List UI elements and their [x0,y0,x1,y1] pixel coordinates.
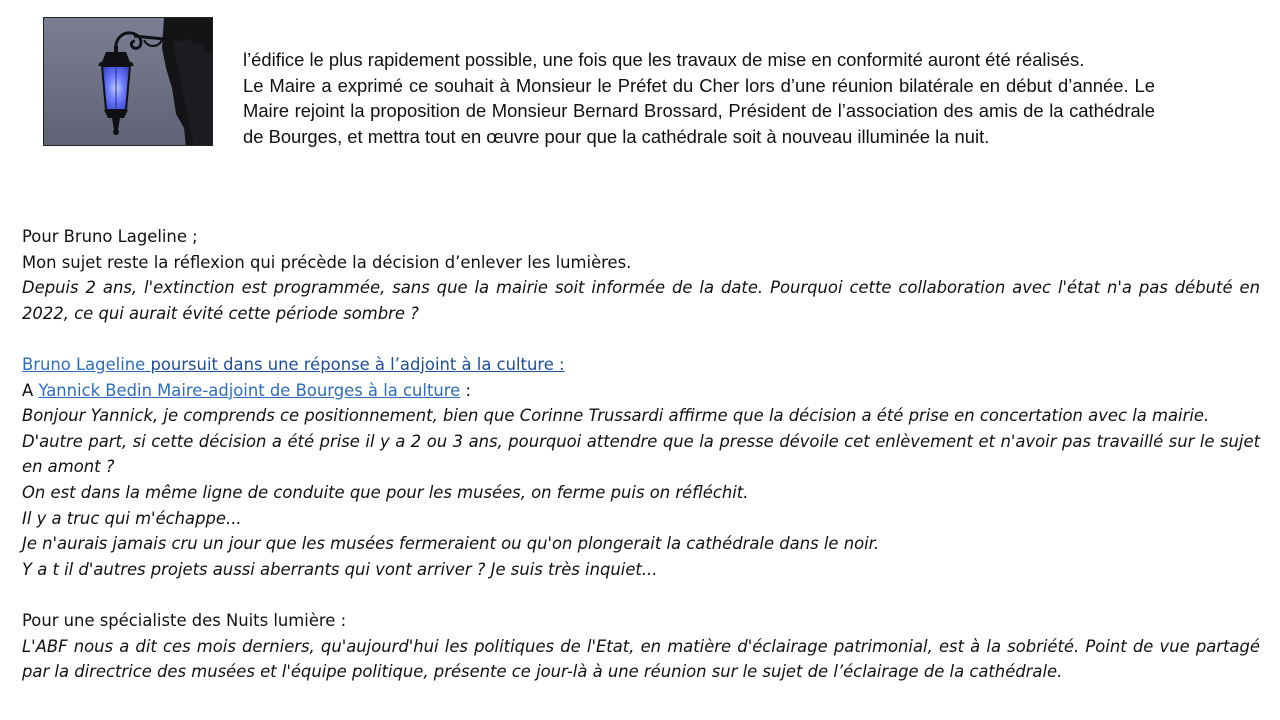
recipient-suffix: : [460,380,471,400]
section1-line: Mon sujet reste la réflexion qui précède la décision d’enlever les lumières. [22,252,632,272]
section3-heading: Pour une spécialiste des Nuits lumière : [22,610,347,630]
article-body [22,224,1260,685]
response-link[interactable]: poursuit dans une réponse à l’adjoint à la culture : [145,354,565,374]
section2-line-5: Je n'aurais jamais cru un jour que les musées fermeraient ou qu'on plongerait la cathédrale dans le noir. [22,534,880,554]
section2-line-6: Y a t il d'autres projets aussi aberrants qui vont arriver ? Je suis très inquiet... [22,559,658,579]
section2-intro [22,352,1260,378]
spacer [22,326,1260,352]
recipient-prefix: A [22,380,39,400]
section1-quote: Depuis 2 ans, l'extinction est programmée, sans que la mairie soit informée de la date. Pourquoi cette collaboration avec l'état n'a pas débuté en 2022, ce qui aurait évité cette période sombre ? [22,278,1260,323]
excerpt-block [243,47,1155,149]
section1-heading: Pour Bruno Lageline ; [22,227,198,246]
section2-line-4: Il y a truc qui m'échappe... [22,508,242,528]
excerpt-paragraph-1: l’édifice le plus rapidement possible, une fois que les travaux de mise en conformité auront été réalisés. [243,49,1085,70]
section2-line-2: D'autre part, si cette décision a été prise il y a 2 ou 3 ans, pourquoi attendre que la presse dévoile cet enlèvement et n'avoir pas travaillé sur le sujet en amont ? [22,431,1260,477]
street-lamp-photo [43,17,213,146]
bruno-lageline-link[interactable]: Bruno Lageline [22,354,146,374]
street-lamp-illustration [44,18,213,146]
excerpt-paragraph-2: Le Maire a exprimé ce souhait à Monsieur le Préfet du Cher lors d’une réunion bilatérale en début d’année. Le Maire rejoint la proposition de Monsieur Bernard Brossard, Président de l’association des amis de la cathédrale de Bourges, et mettra tout en œuvre pour que la cathédrale soit à nouveau illuminée la nuit. [243,74,1155,147]
spacer [22,582,1260,608]
section2-line-3: On est dans la même ligne de conduite que pour les musées, on ferme puis on réfléchit. [22,482,749,502]
section2-line-1: Bonjour Yannick, je comprends ce positionnement, bien que Corinne Trussardi affirme que la décision a été prise en concertation avec la mairie. [22,406,1210,426]
section2-recipient [22,378,1260,404]
yannick-bedin-link[interactable]: Yannick Bedin Maire-adjoint de Bourges à la culture [38,380,461,400]
section3-quote: L'ABF nous a dit ces mois derniers, qu'aujourd'hui les politiques de l'Etat, en matière d'éclairage patrimonial, est à la sobriété. Point de vue partagé par la directrice des musées et l'équipe politique, présente ce jour-là à une réunion sur le sujet de l’éclairage de la cathédrale. [22,636,1260,682]
